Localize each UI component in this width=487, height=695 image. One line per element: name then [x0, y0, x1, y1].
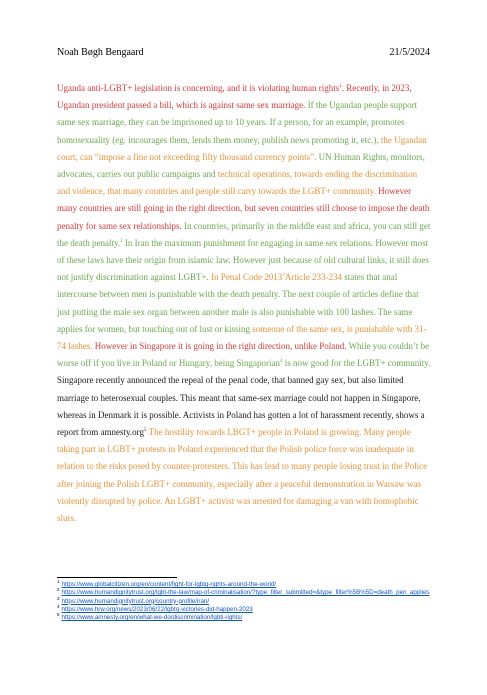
footnote-number: 4 — [57, 603, 60, 609]
text-segment: UN Human Rights, monitors, advocates, carries out public campaigns and — [57, 151, 425, 180]
page-header — [57, 47, 430, 63]
footnote-item — [57, 614, 437, 622]
footnote-link[interactable]: https://www.amnesty.org/en/what-we-do/discrimination/lgbti-rights/ — [61, 614, 243, 622]
footnote-link[interactable]: https://www.humandignitytrust.org/country-profile/iran/ — [61, 597, 210, 605]
text-segment: The hostility towards LBGT+ people in Poland is growing. Many people taking part in LGBT+ protests in Poland experienced that the Polish police force was inadequate in relation to the risks posed by counter-protesters. This has lead to many people losing trust in the Police after joining the Polish LGBT+ community, especially after a peaceful demonstration in Warsaw was violently disrupted by police. An LGBT+ activist was arrested for damaging a van with homophobic slurs. — [57, 427, 428, 524]
footnote-number: 1 — [57, 578, 60, 584]
footnote-item — [57, 595, 437, 606]
footnote-number: 3 — [57, 595, 60, 601]
footnote-divider — [57, 577, 177, 578]
text-segment: In Iran the maximum punishment for engaging in same sex relations. However most of these laws have their origin from islamic law. However just because of old cultural links, it still does not justify discrimination against LGBT+. — [57, 237, 429, 283]
text-segment: In Penal Code 2013 — [211, 272, 283, 283]
footnote-link[interactable]: https://www.humandignitytrust.org/lgbt-the-law/map-of-criminalisation/?type_filter_submitted=&type_filter%5B%5D=death_pen_applies — [61, 589, 430, 597]
text-segment: Uganda anti-LGBT+ legislation is concerning, and it is violating human rights — [57, 83, 340, 93]
footnote-reference: 3 — [282, 273, 285, 279]
footnote-item — [57, 603, 437, 614]
text-segment: If the Ugandan people support same sex marriage, they can be imprisoned up to 10 years. If a person, for an example, promotes homosexuality (eg. incourages them, lends them money, publish news promoting it, etc.), — [57, 100, 418, 145]
footnote-reference: 5 — [143, 428, 147, 434]
footnote-number: 5 — [57, 612, 60, 618]
text-segment: While you couldn’t be worse off if you live in Poland or Hungary, being Singaporian — [57, 341, 430, 369]
footnote-reference: 4 — [279, 359, 283, 365]
text-segment: In countries, primarily in the middle east and africa, you can still get the death penalty. — [57, 220, 431, 248]
document-date: 21/5/2024 — [389, 47, 430, 58]
footnote-link[interactable]: https://www.globalcitizen.org/en/content/fight-for-lgbtq-rights-around-the-world/ — [61, 581, 277, 588]
text-segment: . Recently, in 2023, Ugandan president passed a bill, which is against same sex marriage. — [57, 83, 412, 111]
footnote-reference: 2 — [120, 238, 123, 244]
text-segment: the Ugandan court, can “impose a fine not exceeding fifty thousand currency points”. — [57, 134, 427, 162]
footnote-number: 2 — [57, 587, 60, 593]
text-segment: However in Singapore it is going in the right direction, unlike Poland. — [94, 341, 349, 352]
text-segment: technical operations, towards ending the discrimination and violence, that many countries and people still carry towards the LGBT+ community. — [57, 169, 418, 197]
footnotes-list — [57, 578, 437, 622]
text-segment: someone of the same sex, is punishable with 31-74 lashes. — [57, 323, 427, 352]
text-segment: states that anal intercourse between men is punishable with the death penalty. The next couple of articles define that just putting the male sex organ between another male is also punishable with 100 lashes. The same applies for women, but touching out of lust or kissing — [57, 272, 419, 334]
footnote-reference: 1 — [339, 84, 342, 89]
text-segment: Article 233-234 — [284, 272, 345, 283]
text-segment: Singapore recently announced the repeal of the penal code, that banned gay sex, but also limited marriage to heterosexual couples. This meant that same-sex marriage could not happen in Singapore, whereas in Denmark it is possible. Activists in Poland has gotten a lot of harassment recently, shows a report from amnesty.org — [57, 375, 425, 438]
text-segment: However many countries are still going in the right direction, but seven countries still choose to impose the death penalty for same sex relationships. — [57, 186, 430, 231]
text-segment: is now good for the LGBT+ community. — [282, 358, 431, 369]
body-paragraph — [57, 80, 431, 527]
footnote-item — [57, 589, 437, 597]
author-name: Noah Bøgh Bengaard — [57, 47, 144, 58]
footnote-link[interactable]: https://www.hrw.org/news/2023/06/22/lgbtq-victories-did-happen-2023 — [61, 605, 253, 613]
